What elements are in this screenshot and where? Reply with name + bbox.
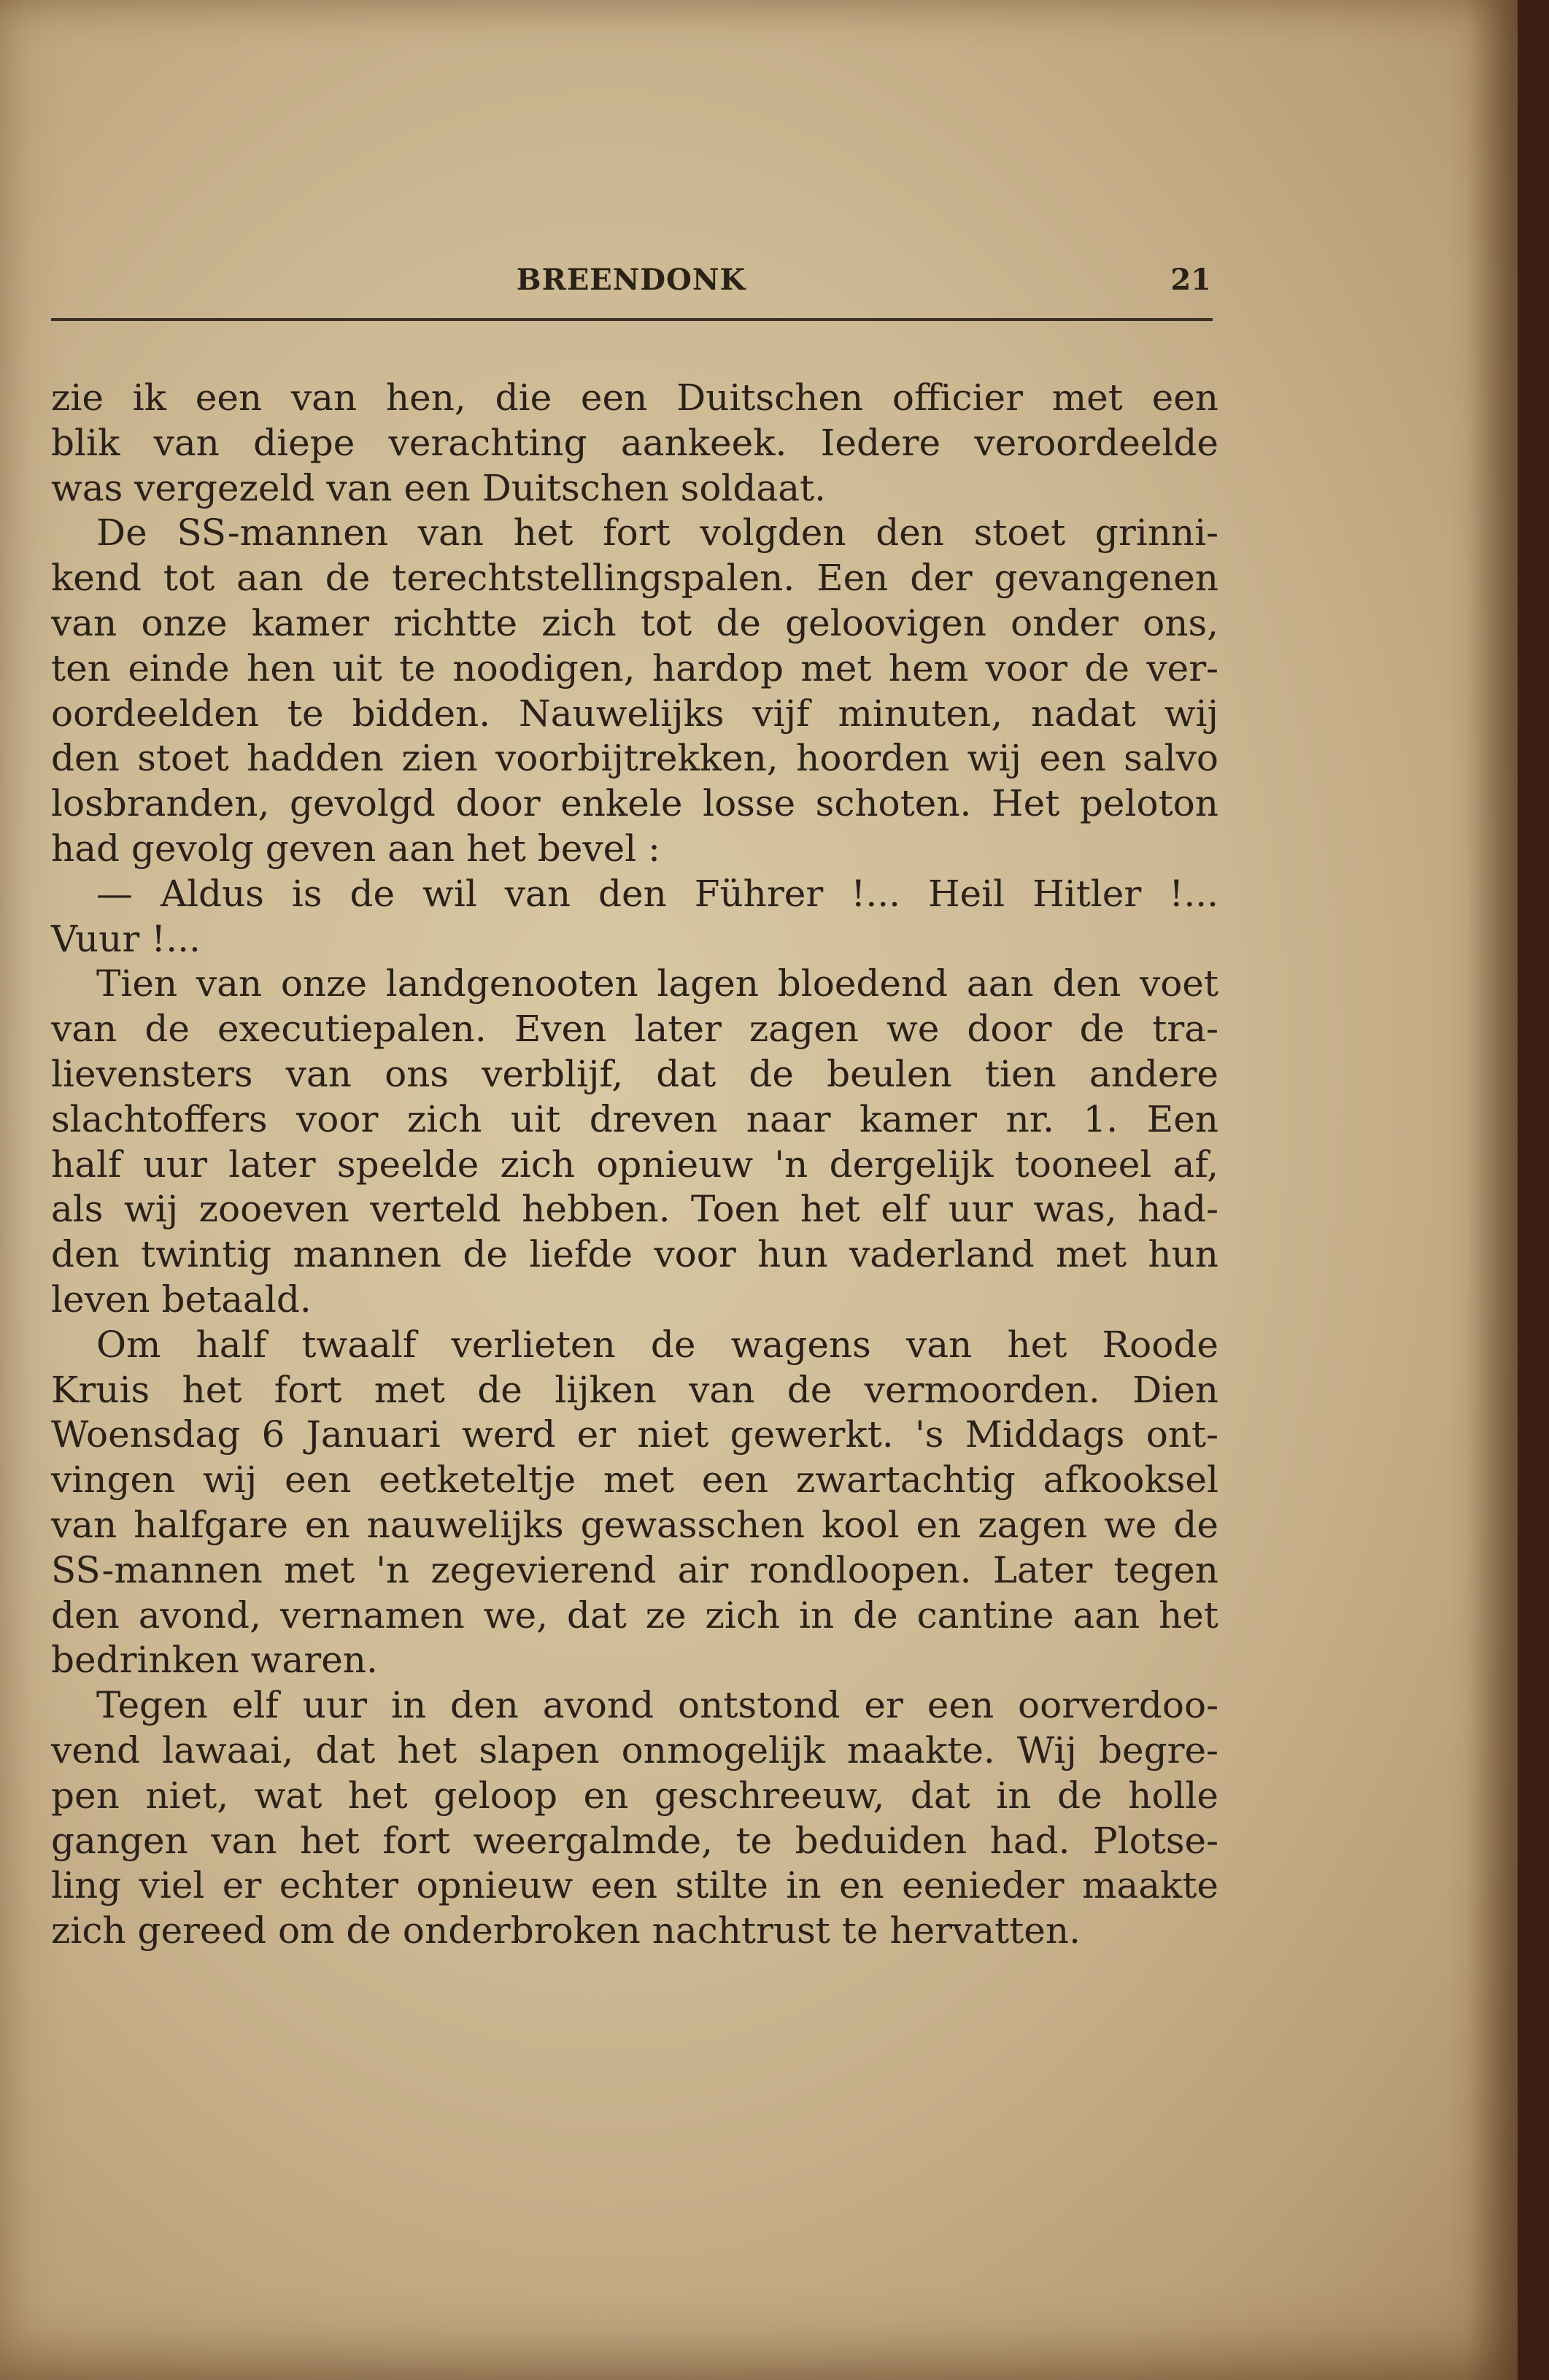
text-line: Vuur !... bbox=[51, 917, 201, 960]
text-line: zie ik een van hen, die een Duitschen officier met een bbox=[51, 376, 1218, 419]
text-line: — Aldus is de wil van den Führer !... Heil Hitler !... bbox=[96, 872, 1218, 915]
text-line: oordeelden te bidden. Nauwelijks vijf minuten, nadat wij bbox=[51, 692, 1218, 735]
running-title: BREENDONK bbox=[516, 263, 746, 297]
text-line: slachtoffers voor zich uit dreven naar kamer nr. 1. Een bbox=[51, 1097, 1218, 1140]
text-line: bedrinken waren. bbox=[51, 1639, 378, 1682]
text-line: blik van diepe verachting aankeek. Iedere veroordeelde bbox=[51, 421, 1218, 464]
text-line: losbranden, gevolgd door enkele losse schoten. Het peloton bbox=[51, 782, 1218, 825]
text-line: Woensdag 6 Januari werd er niet gewerkt. 's Middags ont- bbox=[51, 1413, 1218, 1456]
text-line: den avond, vernamen we, dat ze zich in de cantine aan het bbox=[51, 1593, 1218, 1637]
text-line: gangen van het fort weergalmde, te beduiden had. Plotse- bbox=[51, 1819, 1218, 1862]
text-line: van halfgare en nauwelijks gewasschen kool en zagen we de bbox=[51, 1503, 1218, 1546]
page-number: 21 bbox=[1170, 263, 1211, 297]
text-line: SS-mannen met 'n zegevierend air rondloopen. Later tegen bbox=[51, 1548, 1218, 1591]
text-line: Kruis het fort met de lijken van de vermoorden. Dien bbox=[51, 1368, 1218, 1411]
header-rule bbox=[51, 318, 1213, 321]
text-line: pen niet, wat het geloop en geschreeuw, dat in de holle bbox=[51, 1774, 1218, 1817]
text-line: van onze kamer richtte zich tot de geloovigen onder ons, bbox=[51, 601, 1218, 644]
running-head bbox=[51, 263, 1211, 306]
text-line: den stoet hadden zien voorbijtrekken, hoorden wij een salvo bbox=[51, 737, 1218, 780]
text-line: Tegen elf uur in den avond ontstond er een oorverdoo- bbox=[96, 1684, 1218, 1727]
text-line: vend lawaai, dat het slapen onmogelijk maakte. Wij begre- bbox=[51, 1728, 1218, 1772]
text-line: had gevolg geven aan het bevel : bbox=[51, 827, 660, 870]
text-line: van de executiepalen. Even later zagen we door de tra- bbox=[51, 1008, 1218, 1051]
text-line: kend tot aan de terechtstellingspalen. Een der gevangenen bbox=[51, 557, 1218, 600]
text-line: zich gereed om de onderbroken nachtrust te hervatten. bbox=[51, 1909, 1081, 1952]
text-line: den twintig mannen de liefde voor hun vaderland met hun bbox=[51, 1233, 1218, 1276]
body-text bbox=[51, 376, 1218, 1954]
text-line: Tien van onze landgenooten lagen bloedend aan den voet bbox=[96, 962, 1218, 1005]
text-line: De SS-mannen van het fort volgden den stoet grinni- bbox=[96, 511, 1218, 555]
text-line: half uur later speelde zich opnieuw 'n dergelijk tooneel af, bbox=[51, 1143, 1218, 1186]
text-line: vingen wij een eetketeltje met een zwartachtig afkooksel bbox=[51, 1458, 1218, 1502]
text-line: leven betaald. bbox=[51, 1278, 312, 1321]
text-line: was vergezeld van een Duitschen soldaat. bbox=[51, 466, 827, 509]
text-line: ling viel er echter opnieuw een stilte in en eenieder maakte bbox=[51, 1864, 1218, 1907]
text-line: lievensters van ons verblijf, dat de beulen tien andere bbox=[51, 1052, 1218, 1095]
text-line: als wij zooeven verteld hebben. Toen het elf uur was, had- bbox=[51, 1188, 1218, 1231]
text-line: ten einde hen uit te noodigen, hardop met hem voor de ver- bbox=[51, 646, 1218, 689]
text-line: Om half twaalf verlieten de wagens van het Roode bbox=[96, 1323, 1218, 1366]
